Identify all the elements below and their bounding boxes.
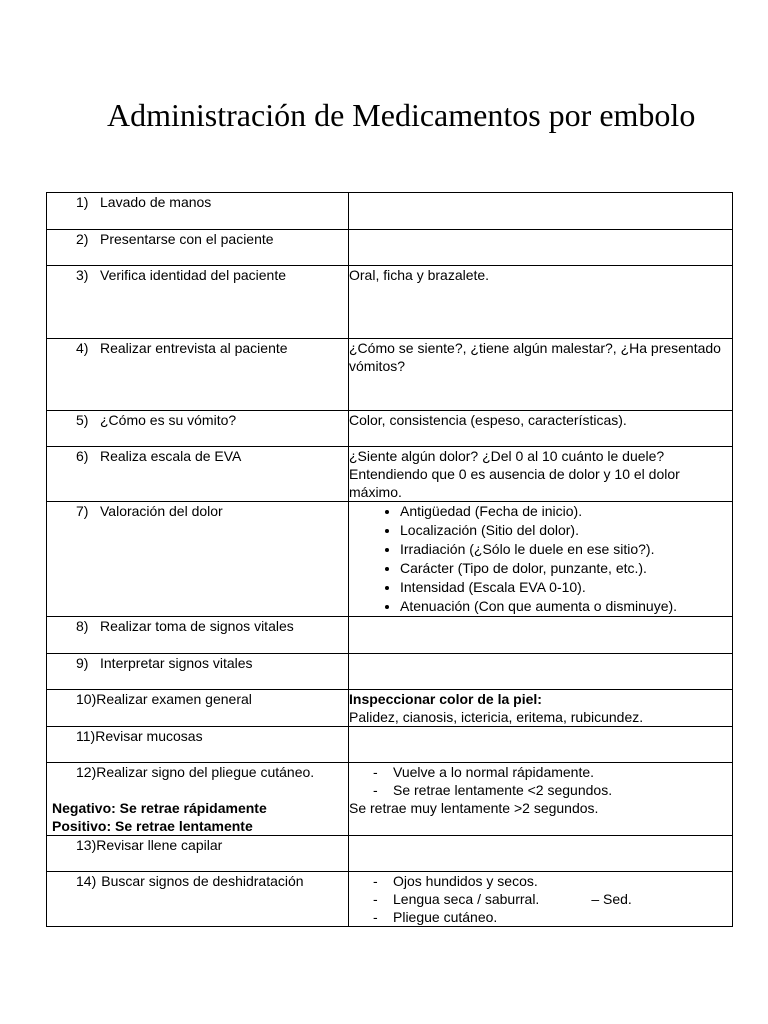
pain-assessment-list [349,502,732,616]
list-item: - Vuelve a lo normal rápidamente. [349,763,732,781]
table-row [47,763,733,836]
list-item-text: Ojos hundidos y secos. [393,873,538,889]
step-number: 10) [76,691,97,707]
step-number: 7) [76,503,89,519]
table-row [47,193,733,230]
detail-cell [349,654,733,690]
detail-cell [349,339,733,411]
table-row [47,617,733,654]
detail-cell [349,502,733,617]
step-cell [47,502,349,617]
list-item [349,908,732,926]
table-row [47,339,733,411]
list-item-text: Lengua seca / saburral. [393,891,540,907]
step-cell [47,230,349,266]
step-number: 12) [76,764,97,780]
detail-text: Se retrae muy lentamente >2 segundos. [349,800,599,816]
step-cell [47,617,349,654]
table-row [47,502,733,617]
step-label: Verifica identidad del paciente [100,267,287,283]
list-item: • Irradiación (¿Sólo le duele en ese sitio?). [400,540,732,559]
step-label: Buscar signos de deshidratación [101,873,304,889]
table-row [47,836,733,872]
step-label: Revisar llene capilar [96,837,223,853]
table-row [47,230,733,266]
step-label: Realizar examen general [96,691,252,707]
step-cell [47,339,349,411]
detail-cell [349,763,733,836]
step-cell [47,836,349,872]
table-row [47,411,733,447]
step-number: 9) [76,655,89,671]
step-cell [47,411,349,447]
detail-text: Palidez, cianosis, ictericia, eritema, rubicundez. [349,709,644,725]
step-label: Lavado de manos [100,194,212,210]
step-label: Realizar toma de signos vitales [100,618,294,634]
step-number: 1) [76,194,89,210]
step-label: Valoración del dolor [100,503,223,519]
step-cell [47,727,349,763]
list-item: • Atenuación (Con que aumenta o disminuye). [400,597,732,616]
detail-text: Oral, ficha y brazalete. [349,267,490,283]
step-number: 3) [76,267,89,283]
detail-cell [349,447,733,502]
detail-text: ¿Cómo se siente?, ¿tiene algún malestar?, ¿Ha presentado vómitos? [349,340,721,374]
list-item [349,872,732,890]
table-row [47,447,733,502]
detail-cell [349,727,733,763]
detail-cell [349,193,733,230]
list-item: • Carácter (Tipo de dolor, punzante, etc.). [400,559,732,578]
detail-text: Color, consistencia (espeso, características). [349,412,627,428]
step-number: 4) [76,340,89,356]
step-number: 11) [76,728,96,744]
thirst-sign: – Sed. [591,891,632,907]
step-number: 14) [76,873,97,889]
detail-cell [349,411,733,447]
step-cell [47,266,349,339]
step-number: 5) [76,412,89,428]
step-label: Realizar entrevista al paciente [100,340,288,356]
table-row [47,266,733,339]
table-row [47,727,733,763]
step-label: Presentarse con el paciente [100,231,274,247]
skin-fold-list [349,763,732,799]
step-cell [47,872,349,927]
detail-cell [349,230,733,266]
list-item-text: Pliegue cutáneo. [393,909,498,925]
detail-heading: Inspeccionar color de la piel: [349,691,542,707]
step-cell [47,447,349,502]
step-cell [47,193,349,230]
table-row [47,690,733,727]
negative-note: Negativo: Se retrae rápidamente [52,800,267,816]
list-item: • Localización (Sitio del dolor). [400,521,732,540]
step-cell [47,690,349,727]
step-label: Interpretar signos vitales [100,655,253,671]
list-item [349,890,732,908]
list-item: - Se retrae lentamente <2 segundos. [349,781,732,799]
detail-cell [349,266,733,339]
detail-cell [349,690,733,727]
step-label: ¿Cómo es su vómito? [100,412,237,428]
list-item: • Intensidad (Escala EVA 0-10). [400,578,732,597]
step-number: 6) [76,448,89,464]
step-number: 8) [76,618,89,634]
positive-note: Positivo: Se retrae lentamente [52,818,253,834]
step-cell [47,654,349,690]
detail-cell [349,836,733,872]
step-number: 2) [76,231,89,247]
procedure-table [46,192,733,927]
detail-cell [349,617,733,654]
step-label: Realizar signo del pliegue cutáneo. [96,764,315,780]
detail-cell [349,872,733,927]
table-row [47,872,733,927]
list-item: • Antigüedad (Fecha de inicio). [400,502,732,521]
table-row [47,654,733,690]
step-cell [47,763,349,836]
step-number: 13) [76,837,97,853]
step-label: Revisar mucosas [95,728,203,744]
detail-text: ¿Siente algún dolor? ¿Del 0 al 10 cuánto le duele? Entendiendo que 0 es ausencia de dolor y 10 el dolor máximo. [349,448,680,500]
step-label: Realiza escala de EVA [100,448,242,464]
dehydration-signs-list [349,872,732,926]
page-title: Administración de Medicamentos por embolo [107,97,696,133]
